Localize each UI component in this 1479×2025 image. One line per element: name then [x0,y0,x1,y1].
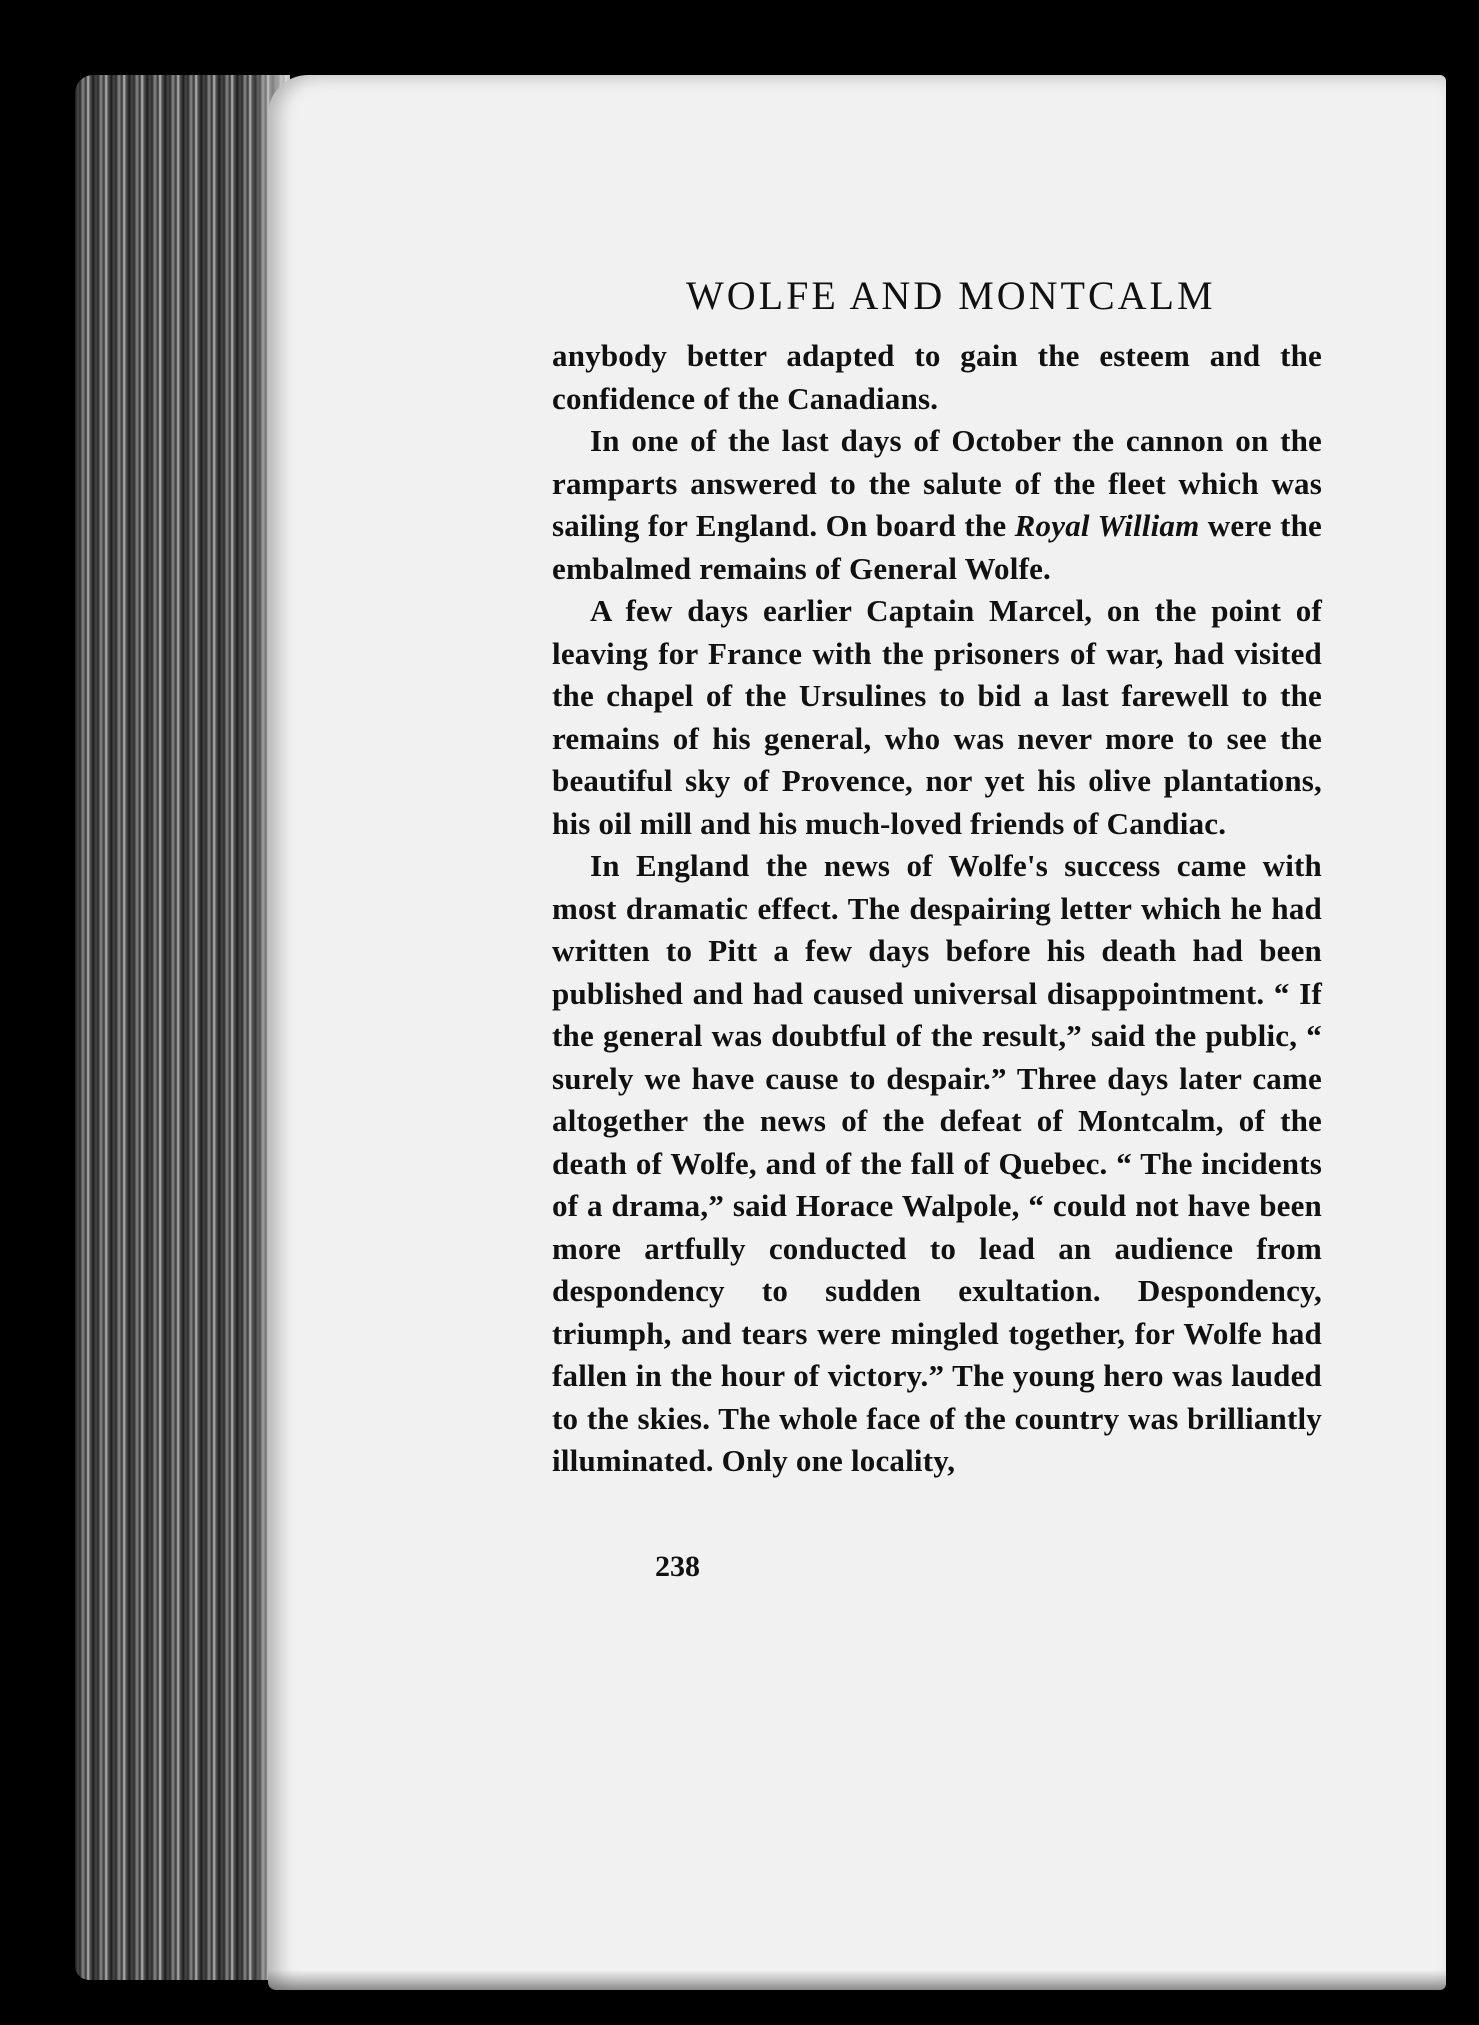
book-page-edges [75,75,290,1980]
ship-name: Royal William [1014,508,1200,543]
paragraph-2 [552,420,1322,590]
body-text [552,335,1322,1483]
page-bottom-shadow [268,1970,1446,1990]
paragraph-4: In England the news of Wolfe's success came with most dramatic effect. The despairing letter which he had written to Pitt a few days before his death had been published and had caused universal disappointment. “ If the general was doubtful of the result,” said the public, “ surely we have cause to despair.” Three days later came altogether the news of the defeat of Montcalm, of the death of Wolfe, and of the fall of Quebec. “ The incidents of a drama,” said Horace Walpole, “ could not have been more artfully conducted to lead an audience from despondency to sudden exultation. Despondency, triumph, and tears were mingled together, for Wolfe had fallen in the hour of victory.” The young hero was lauded to the skies. The whole face of the country was brilliantly illuminated. Only one locality, [552,848,1322,1478]
page-number: 238 [655,1550,700,1583]
paragraph-2-before: In one of the last days of October the cannon on the ramparts answered to the salute of the fleet which was sailing for England. On board the [552,423,1322,543]
running-head: WOLFE AND MONTCALM [686,273,1216,318]
paragraph-2-after: were the embalmed remains of General Wolfe. [552,508,1322,586]
paragraph-1: anybody better adapted to gain the esteem and the confidence of the Canadians. [552,338,1322,416]
paragraph-3: A few days earlier Captain Marcel, on the point of leaving for France with the prisoners of war, had visited the chapel of the Ursulines to bid a last farewell to the remains of his general, who was never more to see the beautiful sky of Provence, nor yet his olive plantations, his oil mill and his much-loved friends of Candiac. [552,593,1322,841]
